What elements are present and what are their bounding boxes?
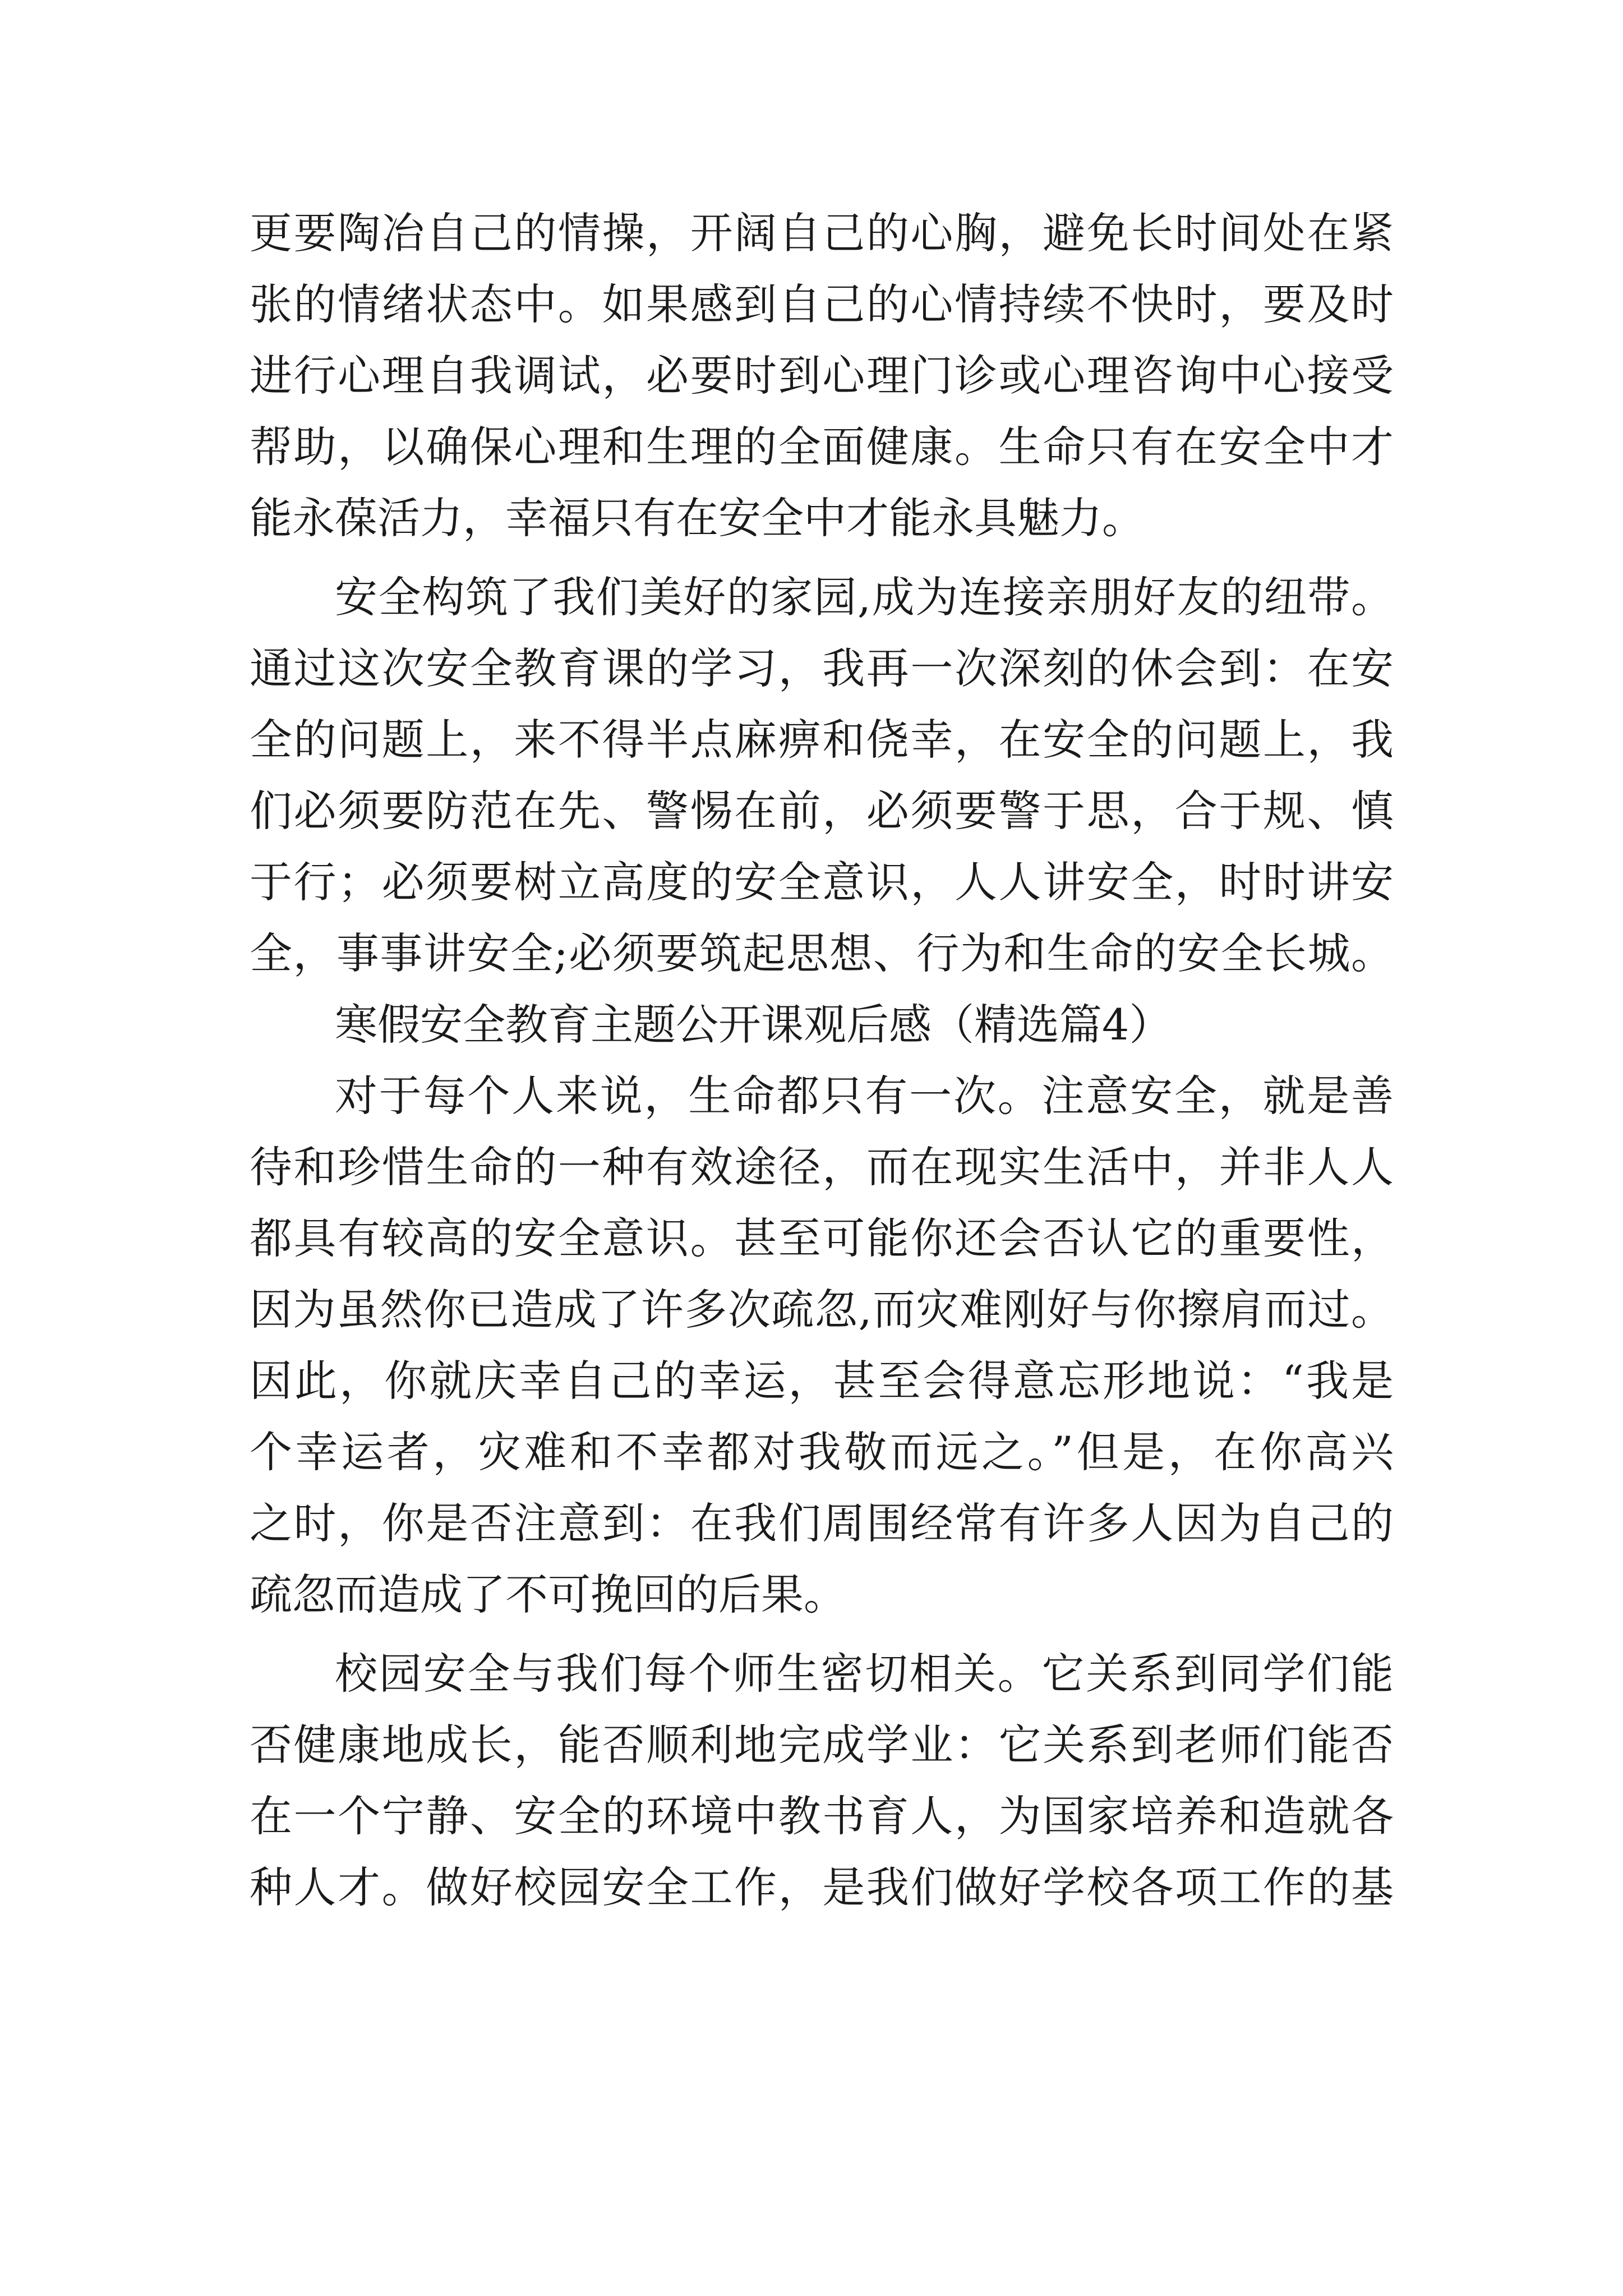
paragraph (250, 1638, 1394, 1923)
section-heading (250, 989, 1394, 1060)
paragraph (250, 1060, 1394, 1630)
text-line: 进行心理自我调试，必要时到心理门诊或心理咨询中心接受 (250, 351, 1394, 401)
text-line: 之时，你是否注意到：在我们周围经常有许多人因为自己的 (250, 1498, 1394, 1548)
text-line: 们必须要防范在先、警惕在前，必须要警于思，合于规、慎 (250, 786, 1394, 836)
text-line: 全的问题上，来不得半点麻痹和侥幸，在安全的问题上，我 (250, 715, 1394, 765)
text-line: 因为虽然你已造成了许多次疏忽,而灾难刚好与你擦肩而过。 (250, 1285, 1394, 1335)
text-line: 校园安全与我们每个师生密切相关。它关系到同学们能 (335, 1649, 1394, 1699)
text-line: 对于每个人来说，生命都只有一次。注意安全，就是善 (335, 1071, 1394, 1121)
text-line: 在一个宁静、安全的环境中教书育人，为国家培养和造就各 (250, 1791, 1394, 1841)
text-line: 帮助，以确保心理和生理的全面健康。生命只有在安全中才 (250, 422, 1394, 472)
text-line: 通过这次安全教育课的学习，我再一次深刻的休会到：在安 (250, 643, 1394, 693)
text-line: 全，事事讲安全;必须要筑起思想、行为和生命的安全长城。 (250, 928, 1394, 978)
text-line: 更要陶冶自己的情操，开阔自己的心胸，避免长时间处在紧 (250, 208, 1394, 258)
text-line: 都具有较高的安全意识。甚至可能你还会否认它的重要性， (250, 1213, 1394, 1263)
text-line: 能永葆活力，幸福只有在安全中才能永具魅力。 (250, 493, 1145, 543)
text-line: 种人才。做好校园安全工作，是我们做好学校各项工作的基 (250, 1862, 1394, 1912)
text-line: 于行；必须要树立高度的安全意识，人人讲安全，时时讲安 (250, 857, 1394, 907)
text-line: 否健康地成长，能否顺利地完成学业：它关系到老师们能否 (250, 1720, 1394, 1770)
paragraph (250, 562, 1394, 989)
text-line: 个幸运者，灾难和不幸都对我敬而远之。”但是，在你高兴 (250, 1427, 1394, 1477)
text-line: 因此，你就庆幸自己的幸运，甚至会得意忘形地说：“我是 (250, 1356, 1394, 1406)
paragraph-continuation (250, 197, 1394, 554)
text-line: 疏忽而造成了不可挽回的后果。 (250, 1570, 846, 1619)
text-line: 安全构筑了我们美好的家园,成为连接亲朋好友的纽带。 (335, 572, 1394, 622)
text-line: 待和珍惜生命的一种有效途径，而在现实生活中，并非人人 (250, 1142, 1394, 1192)
document-body (250, 197, 1394, 1923)
heading-line: 寒假安全教育主题公开课观后感（精选篇4） (335, 1000, 1172, 1050)
text-line: 张的情绪状态中。如果感到自己的心情持续不快时，要及时 (250, 279, 1394, 329)
